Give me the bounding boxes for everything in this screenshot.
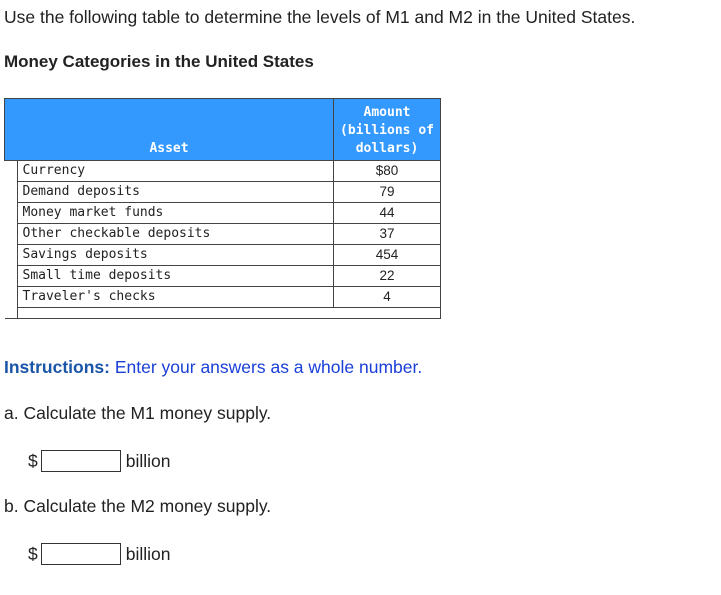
table-row [5, 245, 441, 266]
amount-column-header [334, 99, 441, 161]
amount-cell: 44 [334, 203, 441, 224]
table-row [5, 287, 441, 308]
table-header-row [5, 99, 441, 161]
amount-header-line2: (billions of [340, 123, 434, 138]
dollar-sign: $ [28, 450, 38, 471]
amount-cell: 79 [334, 182, 441, 203]
instructions-lead: Instructions: [4, 357, 110, 377]
money-categories-table [4, 98, 441, 319]
table-row [5, 224, 441, 245]
asset-column-header: Asset [5, 99, 334, 161]
table-row [5, 203, 441, 224]
question-a-label: a. Calculate the M1 money supply. [4, 403, 272, 423]
question-b-answer [28, 542, 170, 566]
table-row [5, 182, 441, 203]
instructions [4, 357, 422, 378]
amount-header-line3: dollars) [355, 141, 419, 156]
amount-cell: 4 [334, 287, 441, 308]
asset-cell: Small time deposits [17, 266, 334, 287]
asset-cell: Savings deposits [17, 245, 334, 266]
amount-cell: 454 [334, 245, 441, 266]
question-a-answer [28, 449, 170, 473]
intro-text: Use the following table to determine the levels of M1 and M2 in the United States. [4, 7, 636, 27]
instructions-text: Enter your answers as a whole number. [109, 357, 423, 377]
unit-label: billion [125, 450, 171, 471]
m1-answer-input[interactable] [41, 450, 121, 472]
question-b-label: b. Calculate the M2 money supply. [4, 496, 272, 516]
unit-label: billion [125, 543, 171, 564]
asset-cell: Currency [17, 161, 334, 182]
amount-cell: 22 [334, 266, 441, 287]
asset-cell: Other checkable deposits [17, 224, 334, 245]
table-row [5, 266, 441, 287]
asset-cell: Traveler's checks [17, 287, 334, 308]
amount-cell: 37 [334, 224, 441, 245]
dollar-sign: $ [28, 543, 38, 564]
table-row [5, 161, 441, 182]
asset-cell: Money market funds [17, 203, 334, 224]
amount-header-line1: Amount [363, 105, 411, 120]
m2-answer-input[interactable] [41, 543, 121, 565]
table-caption: Money Categories in the United States [4, 52, 314, 71]
asset-cell: Demand deposits [17, 182, 334, 203]
table-bottom-spacer [5, 308, 441, 319]
amount-cell: $80 [334, 161, 441, 182]
